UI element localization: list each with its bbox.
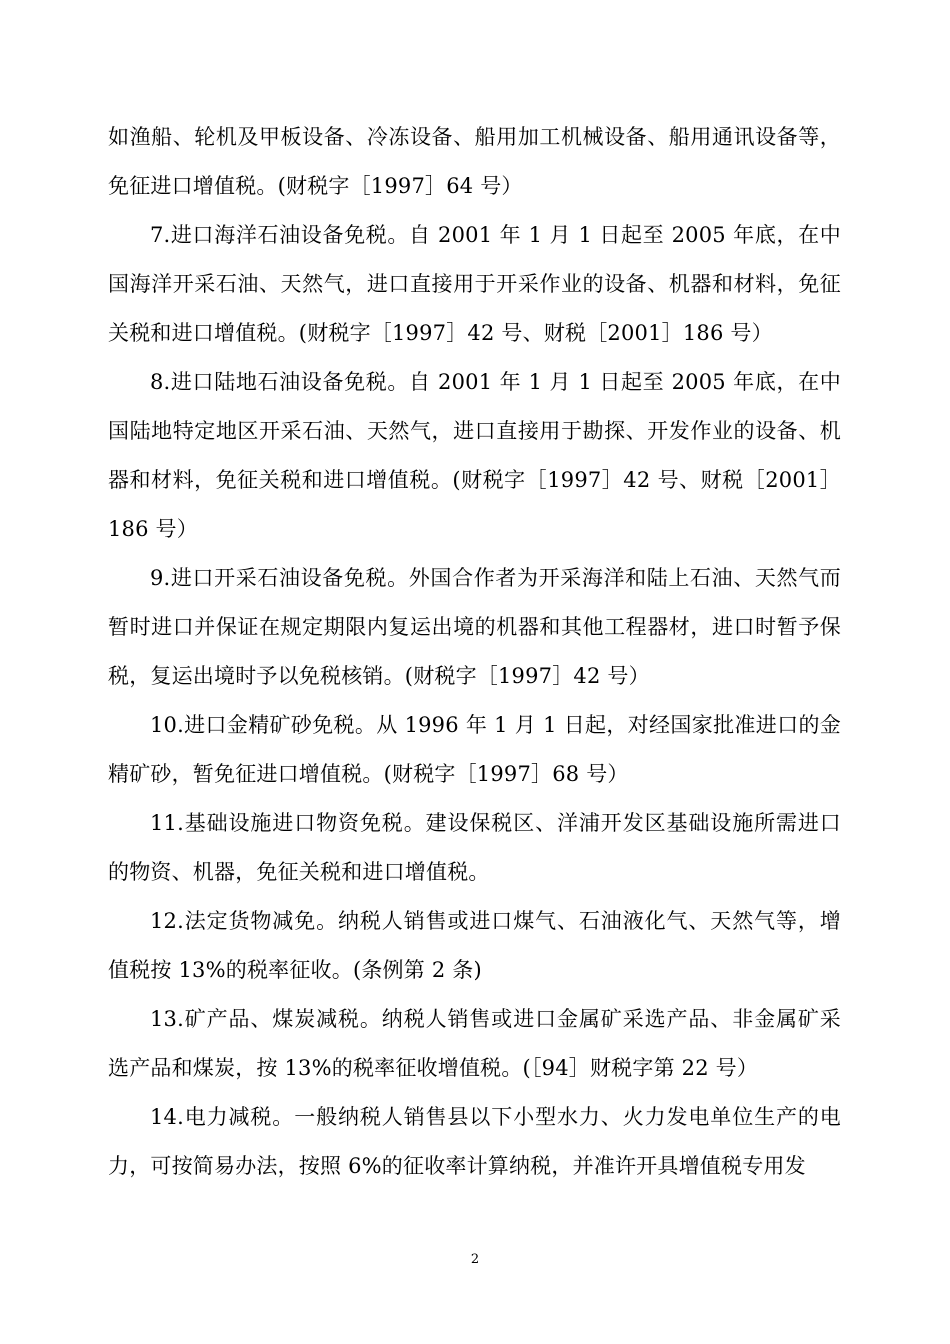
paragraph-item-11: 11.基础设施进口物资免税。建设保税区、洋浦开发区基础设施所需进口的物资、机器，免征关税和进口增值税。 — [108, 811, 841, 884]
paragraph-item-12: 12.法定货物减免。纳税人销售或进口煤气、石油液化气、天然气等，增值税按 13%的税率征收。(条例第 2 条) — [108, 909, 841, 982]
page-number: 2 — [470, 1252, 480, 1267]
paragraph-item-13: 13.矿产品、煤炭减税。纳税人销售或进口金属矿采选产品、非金属矿采选产品和煤炭，按 13%的税率征收增值税。(［94］财税字第 22 号） — [108, 1007, 841, 1080]
paragraph-item-7: 7.进口海洋石油设备免税。自 2001 年 1 月 1 日起至 2005 年底，在中国海洋开采石油、天然气，进口直接用于开采作业的设备、机器和材料，免征关税和进口增值税。(财税字［1997］42 号、财税［2001］186 号） — [108, 223, 841, 345]
paragraph-item-9: 9.进口开采石油设备免税。外国合作者为开采海洋和陆上石油、天然气而暂时进口并保证在规定期限内复运出境的机器和其他工程器材，进口时暂予保税，复运出境时予以免税核销。(财税字［1997］42 号） — [108, 566, 841, 688]
paragraph-item-10: 10.进口金精矿砂免税。从 1996 年 1 月 1 日起，对经国家批准进口的金精矿砂，暂免征进口增值税。(财税字［1997］68 号） — [108, 713, 841, 786]
paragraph-continuation: 如渔船、轮机及甲板设备、冷冻设备、船用加工机械设备、船用通讯设备等，免征进口增值税。(财税字［1997］64 号） — [108, 125, 841, 198]
document-body — [108, 113, 841, 1191]
paragraph-item-8: 8.进口陆地石油设备免税。自 2001 年 1 月 1 日起至 2005 年底，在中国陆地特定地区开采石油、天然气，进口直接用于勘探、开发作业的设备、机器和材料，免征关税和进口增值税。(财税字［1997］42 号、财税［2001］186 号） — [108, 370, 841, 541]
paragraph-item-14: 14.电力减税。一般纳税人销售县以下小型水力、火力发电单位生产的电力，可按简易办法，按照 6%的征收率计算纳税，并准许开具增值税专用发 — [108, 1105, 841, 1178]
